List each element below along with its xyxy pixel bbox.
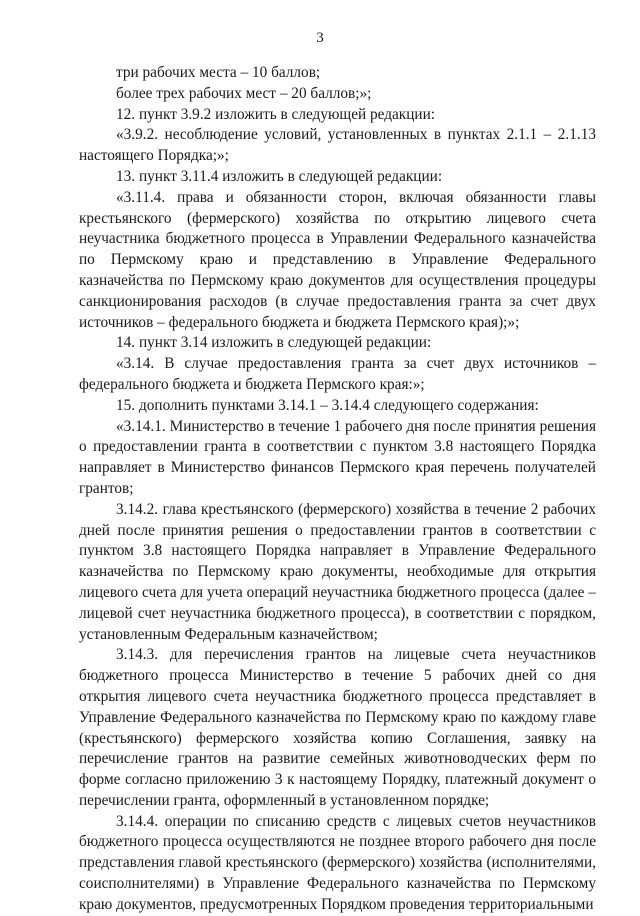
- paragraph-3-14-3: 3.14.3. для перечисления грантов на лицевые счета неучастников бюджетного процесса Министерство в течение 5 рабочих дней со дня открытия лицевого счета неучастника бюджетного процесса представляет в Управление Федерального казначейства по Пермскому краю по каждому главе (крестьянского) фермерского хозяйства копию Соглашения, заявку на перечисление грантов на развитие семейных животноводческих ферм по форме согласно приложению 3 к настоящему Порядку, платежный документ о перечислении гранта, оформленный в установленном порядке;: [79, 646, 596, 809]
- paragraph-3-9-2: «3.9.2. несоблюдение условий, установленных в пунктах 2.1.1 – 2.1.13 настоящего Порядка;»;: [79, 126, 596, 165]
- paragraph-3-14-1: «3.14.1. Министерство в течение 1 рабочего дня после принятия решения о предоставлении гранта в соответствии с пунктом 3.8 настоящего Порядка направляет в Министерство финансов Пермского края перечень получателей грантов;: [79, 417, 596, 497]
- paragraph-score-more-places: более трех рабочих мест – 20 баллов;»;: [116, 84, 372, 102]
- paragraph-item-14: 14. пункт 3.14 изложить в следующей редакции:: [116, 334, 432, 352]
- paragraph-item-12: 12. пункт 3.9.2 изложить в следующей редакции:: [116, 105, 436, 123]
- paragraph-3-14: «3.14. В случае предоставления гранта за счет двух источников – федерального бюджета и бюджета Пермского края:»;: [79, 355, 596, 393]
- paragraph-item-15: 15. дополнить пунктами 3.14.1 – 3.14.4 следующего содержания:: [116, 396, 539, 414]
- page-number: 3: [316, 30, 324, 46]
- document-body: [79, 63, 596, 916]
- paragraph-item-13: 13. пункт 3.11.4 изложить в следующей редакции:: [116, 167, 443, 185]
- paragraph-3-11-4: «3.11.4. права и обязанности сторон, включая обязанности главы крестьянского (фермерского) хозяйства по открытию лицевого счета неучастника бюджетного процесса в Управлении Федерального казначейства по Пермскому краю и представлению в Управление Федерального казначейства по Пермскому краю документов для осуществления процедуры санкционирования расходов (в случае предоставления гранта за счет двух источников – федерального бюджета и бюджета Пермского края);»;: [79, 188, 596, 331]
- paragraph-3-14-4: 3.14.4. операции по списанию средств с лицевых счетов неучастников бюджетного процесса осуществляются не позднее второго рабочего дня после представления главой крестьянского (фермерского) хозяйства (исполнителями, соисполнителями) в Управление Федерального казначейства по Пермскому краю документов, предусмотренных Порядком проведения территориальными: [79, 812, 596, 913]
- paragraph-3-14-2: 3.14.2. глава крестьянского (фермерского) хозяйства в течение 2 рабочих дней после принятия решения о предоставлении грантов в соответствии с пунктом 3.8 настоящего Порядка направляет в Управление Федерального казначейства по Пермскому краю документы, необходимые для открытия лицевого счета для учета операций неучастника бюджетного процесса (далее – лицевой счет неучастника бюджетного процесса), в соответствии с порядком, установленным Федеральным казначейством;: [79, 500, 596, 643]
- paragraph-score-three-places: три рабочих места – 10 баллов;: [116, 64, 321, 81]
